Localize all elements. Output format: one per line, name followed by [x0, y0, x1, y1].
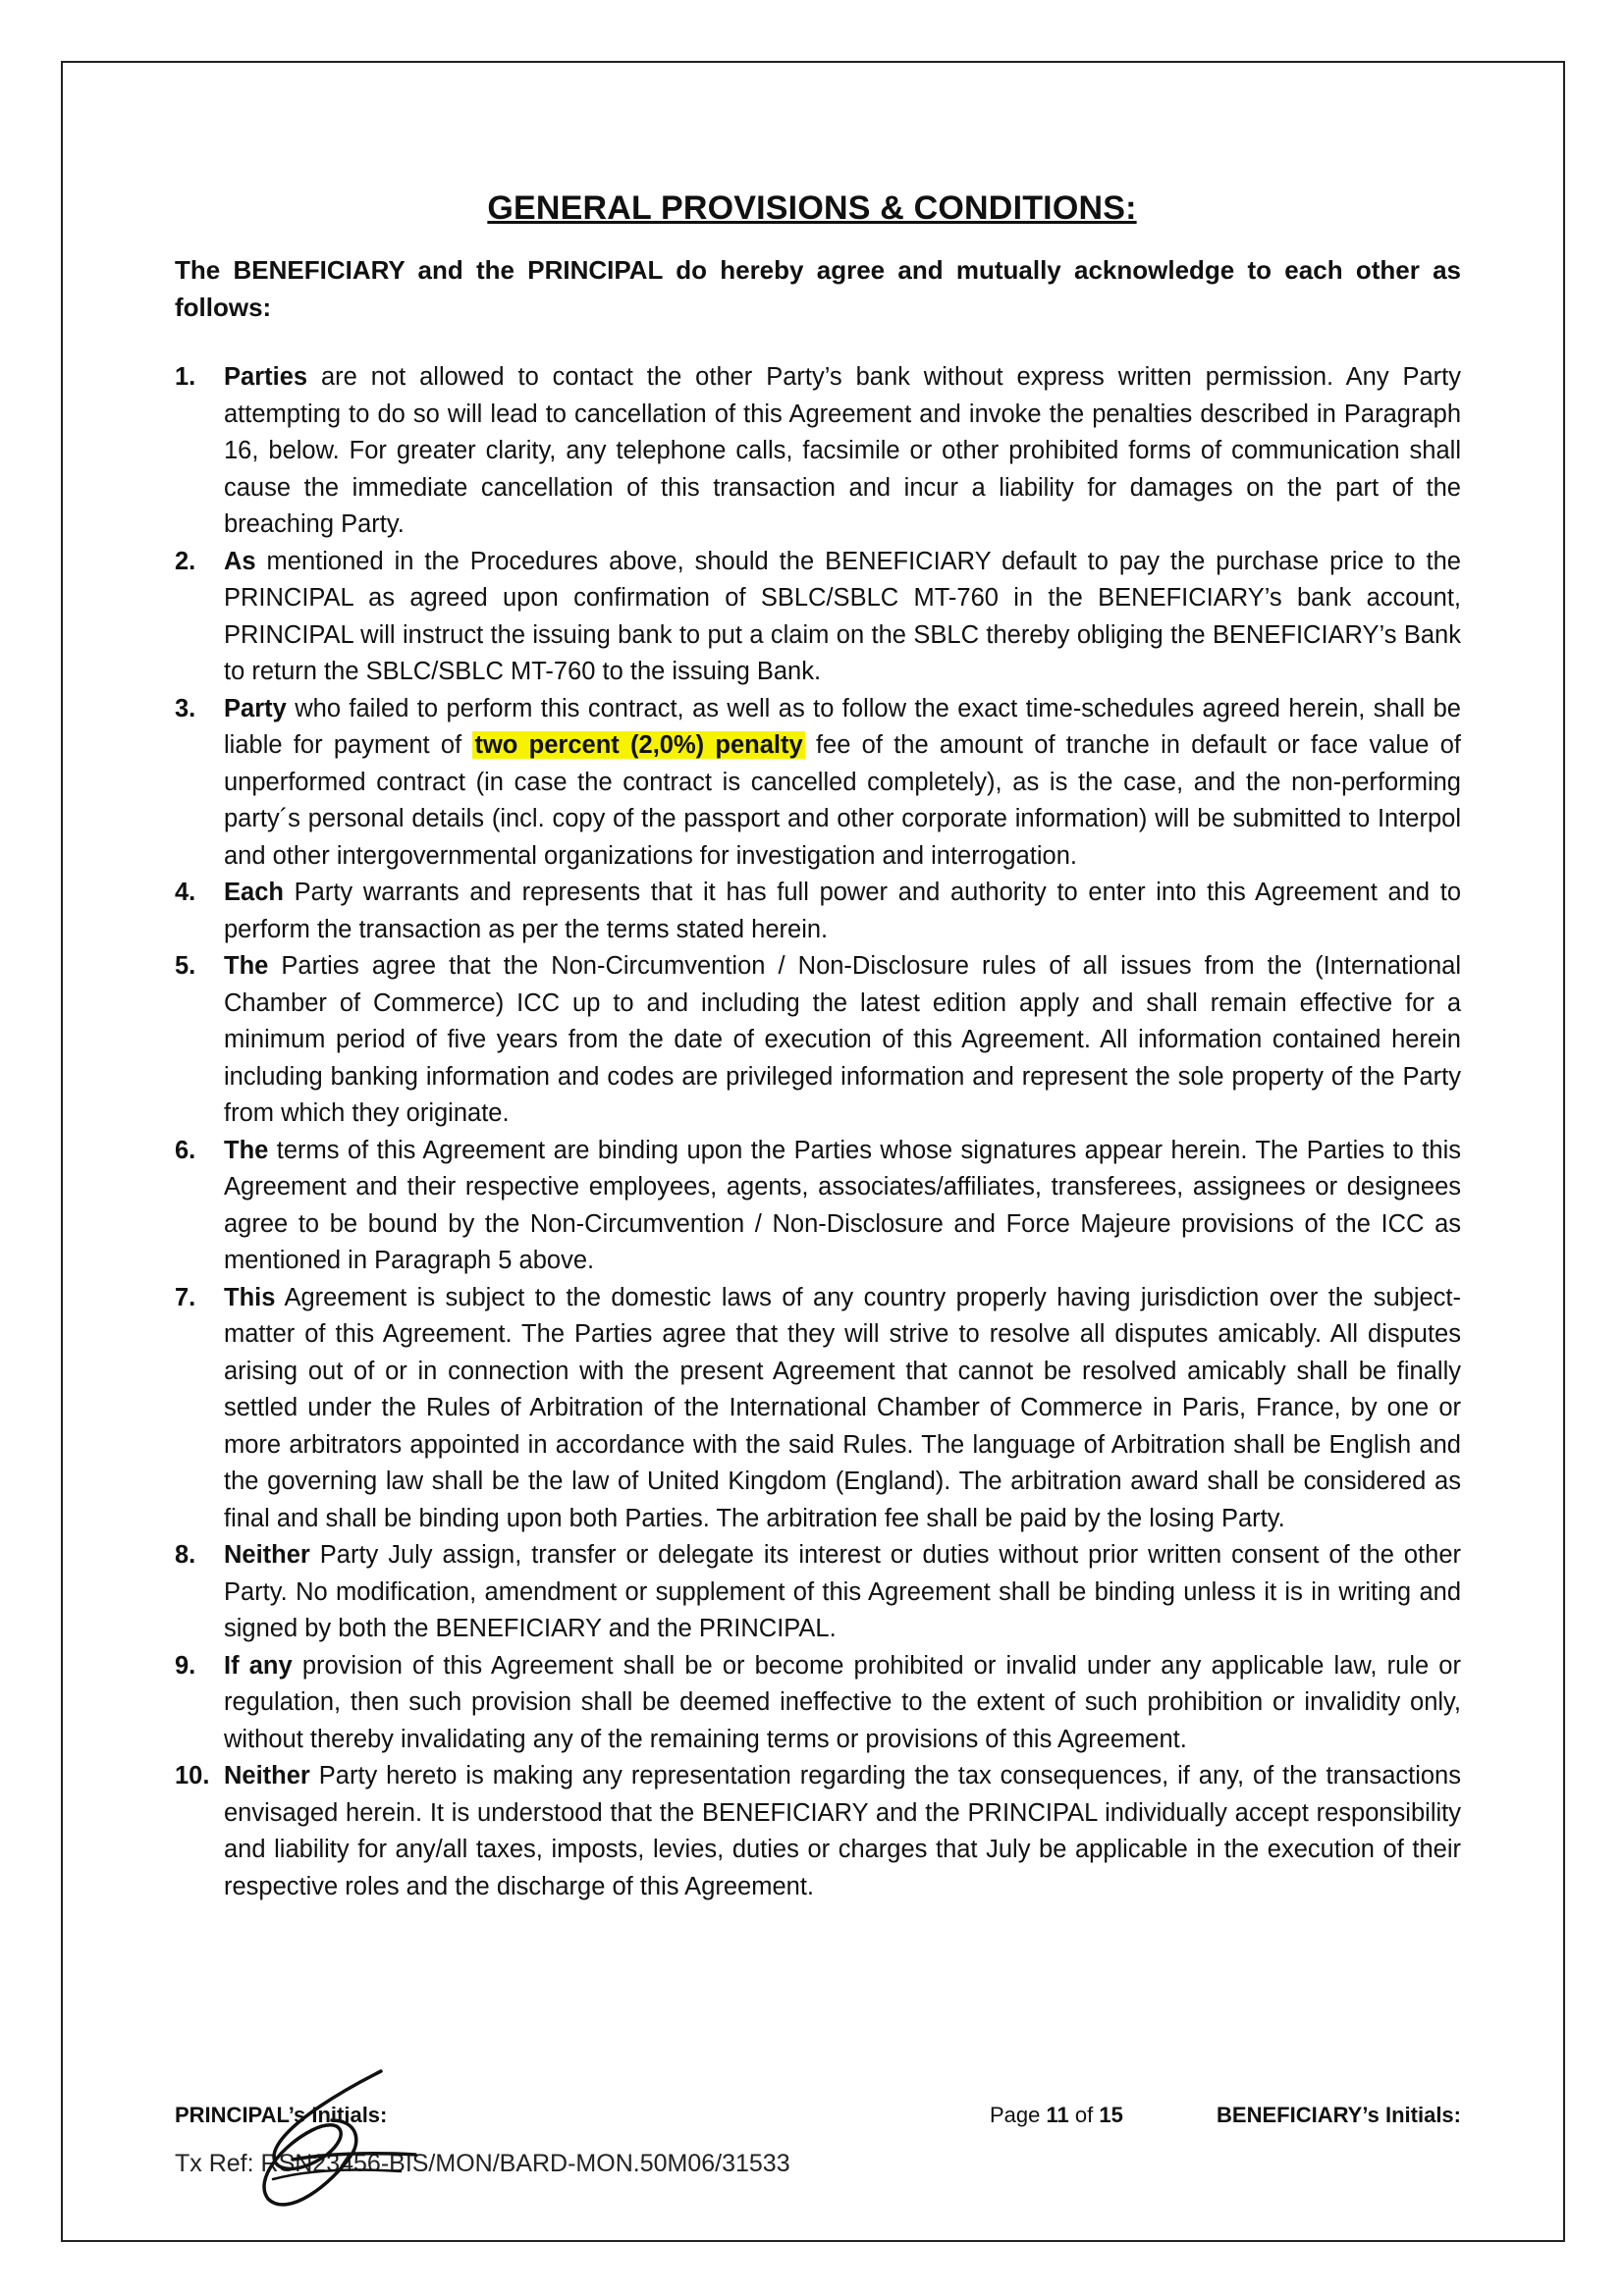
clause-1 [175, 359, 1461, 544]
clause-number: 9. [175, 1651, 196, 1680]
clause-lead: The [224, 952, 269, 980]
clause-6 [175, 1133, 1461, 1280]
clause-10 [175, 1758, 1461, 1905]
clause-text: Party July assign, transfer or delegate its interest or duties without prior written consent of the other Party. No modification, amendment or supplement of this Agreement shall be binding unless it is in writing and signed by both the BENEFICIARY and the PRINCIPAL. [224, 1541, 1461, 1642]
intro-paragraph: The BENEFICIARY and the PRINCIPAL do hereby agree and mutually acknowledge to each other as follows: [175, 255, 1461, 322]
clause-text: mentioned in the Procedures above, should the BENEFICIARY default to pay the purchase price to the PRINCIPAL as agreed upon confirmation of SBLC/SBLC MT-760 in the BENEFICIARY’s bank account, PRINCIPAL will instruct the issuing bank to put a claim on the SBLC thereby obliging the BENEFICIARY’s Bank to return the SBLC/SBLC MT-760 to the issuing Bank. [224, 547, 1461, 685]
clause-8 [175, 1537, 1461, 1648]
clause-number: 10. [175, 1762, 210, 1789]
clause-number: 5. [175, 952, 196, 980]
clause-lead: As [224, 547, 256, 575]
clause-lead: Party [224, 694, 287, 722]
clause-lead: Parties [224, 363, 308, 391]
clause-4 [175, 875, 1461, 948]
clause-7 [175, 1280, 1461, 1538]
clause-text-after: fee of the amount of tranche in default or face value of unperformed contract (in case the contract is cancelled completely), as is the case, and the non-performing party´s personal details (incl. copy of the passport and other corporate information) will be submitted to Interpol and other intergovernmental organizations for investigation and interrogation. [224, 731, 1461, 870]
clause-lead: Neither [224, 1762, 310, 1789]
page-total: 15 [1099, 2103, 1123, 2127]
page-prefix: Page [990, 2103, 1047, 2127]
clause-lead: If any [224, 1651, 293, 1680]
clause-3 [175, 691, 1461, 876]
clause-text: are not allowed to contact the other Party’s bank without express written permission. Any Party attempting to do so will lead to cancellation of this Agreement and invoke the penalties described in Paragraph 16, below. For greater clarity, any telephone calls, facsimile or other prohibited forms of communication shall cause the immediate cancellation of this transaction and incur a liability for damages on the part of the breaching Party. [224, 363, 1461, 538]
beneficiary-initials-label: BENEFICIARY’s Initials: [1217, 2103, 1461, 2127]
document-title: GENERAL PROVISIONS & CONDITIONS: [487, 189, 1137, 227]
clause-text: Party hereto is making any representation regarding the tax consequences, if any, of the transactions envisaged herein. It is understood that the BENEFICIARY and the PRINCIPAL individually accept responsibility and liability for any/all taxes, imposts, levies, duties or charges that July be applicable in the execution of their respective roles and the discharge of this Agreement. [224, 1762, 1461, 1900]
clause-lead: Neither [224, 1541, 310, 1569]
clause-text: Party warrants and represents that it has full power and authority to enter into this Agreement and to perform the transaction as per the terms stated herein. [224, 879, 1461, 943]
page-of: of [1068, 2103, 1100, 2127]
clause-number: 4. [175, 879, 196, 906]
penalty-highlight: two percent (2,0%) penalty [474, 731, 803, 759]
clause-number: 1. [175, 363, 196, 391]
clause-number: 8. [175, 1541, 196, 1569]
clause-number: 6. [175, 1136, 196, 1164]
clause-lead: Each [224, 879, 284, 906]
clause-number: 7. [175, 1283, 196, 1311]
clause-list [175, 359, 1461, 1905]
page-number [990, 2103, 1123, 2128]
clause-9 [175, 1648, 1461, 1759]
clause-text: provision of this Agreement shall be or become prohibited or invalid under any applicable law, rule or regulation, then such provision shall be deemed ineffective to the extent of such prohibition or invalidity only, without thereby invalidating any of the remaining terms or provisions of this Agreement. [224, 1651, 1461, 1753]
clause-lead: The [224, 1136, 269, 1164]
clause-5 [175, 948, 1461, 1133]
clause-text: terms of this Agreement are binding upon the Parties whose signatures appear herein. The Parties to this Agreement and their respective employees, agents, associates/affiliates, transferees, assignees or designees agree to be bound by the Non-Circumvention / Non-Disclosure and Force Majeure provisions of the ICC as mentioned in Paragraph 5 above. [224, 1136, 1461, 1274]
clause-text: Parties agree that the Non-Circumvention / Non-Disclosure rules of all issues from the (International Chamber of Commerce) ICC up to and including the latest edition apply and shall remain effective for a minimum period of five years from the date of execution of this Agreement. All information contained herein including banking information and codes are privileged information and represent the sole property of the Party from which they originate. [224, 952, 1461, 1127]
tx-ref: Tx Ref: RSN23456-BIS/MON/BARD-MON.50M06/31533 [175, 2150, 790, 2177]
clause-2 [175, 544, 1461, 691]
clause-number: 3. [175, 694, 196, 722]
clause-number: 2. [175, 547, 196, 575]
clause-lead: This [224, 1283, 276, 1311]
principal-initials-label: PRINCIPAL’s Initials: [175, 2103, 388, 2127]
page-current: 11 [1046, 2103, 1069, 2127]
handwritten-signature-icon [234, 2061, 420, 2209]
clause-text: who failed to perform this contract, as well as to follow the exact time-schedules agreed herein, shall be liable for payment of [224, 694, 1461, 759]
clause-text: Agreement is subject to the domestic laws of any country properly having jurisdiction over the subject-matter of this Agreement. The Parties agree that they will strive to resolve all disputes amicably. All disputes arising out of or in connection with the present Agreement that cannot be resolved amicably shall be finally settled under the Rules of Arbitration of the International Chamber of Commerce in Paris, France, by one or more arbitrators appointed in accordance with the said Rules. The language of Arbitration shall be English and the governing law shall be the law of United Kingdom (England). The arbitration award shall be considered as final and shall be binding upon both Parties. The arbitration fee shall be paid by the losing Party. [224, 1283, 1461, 1532]
